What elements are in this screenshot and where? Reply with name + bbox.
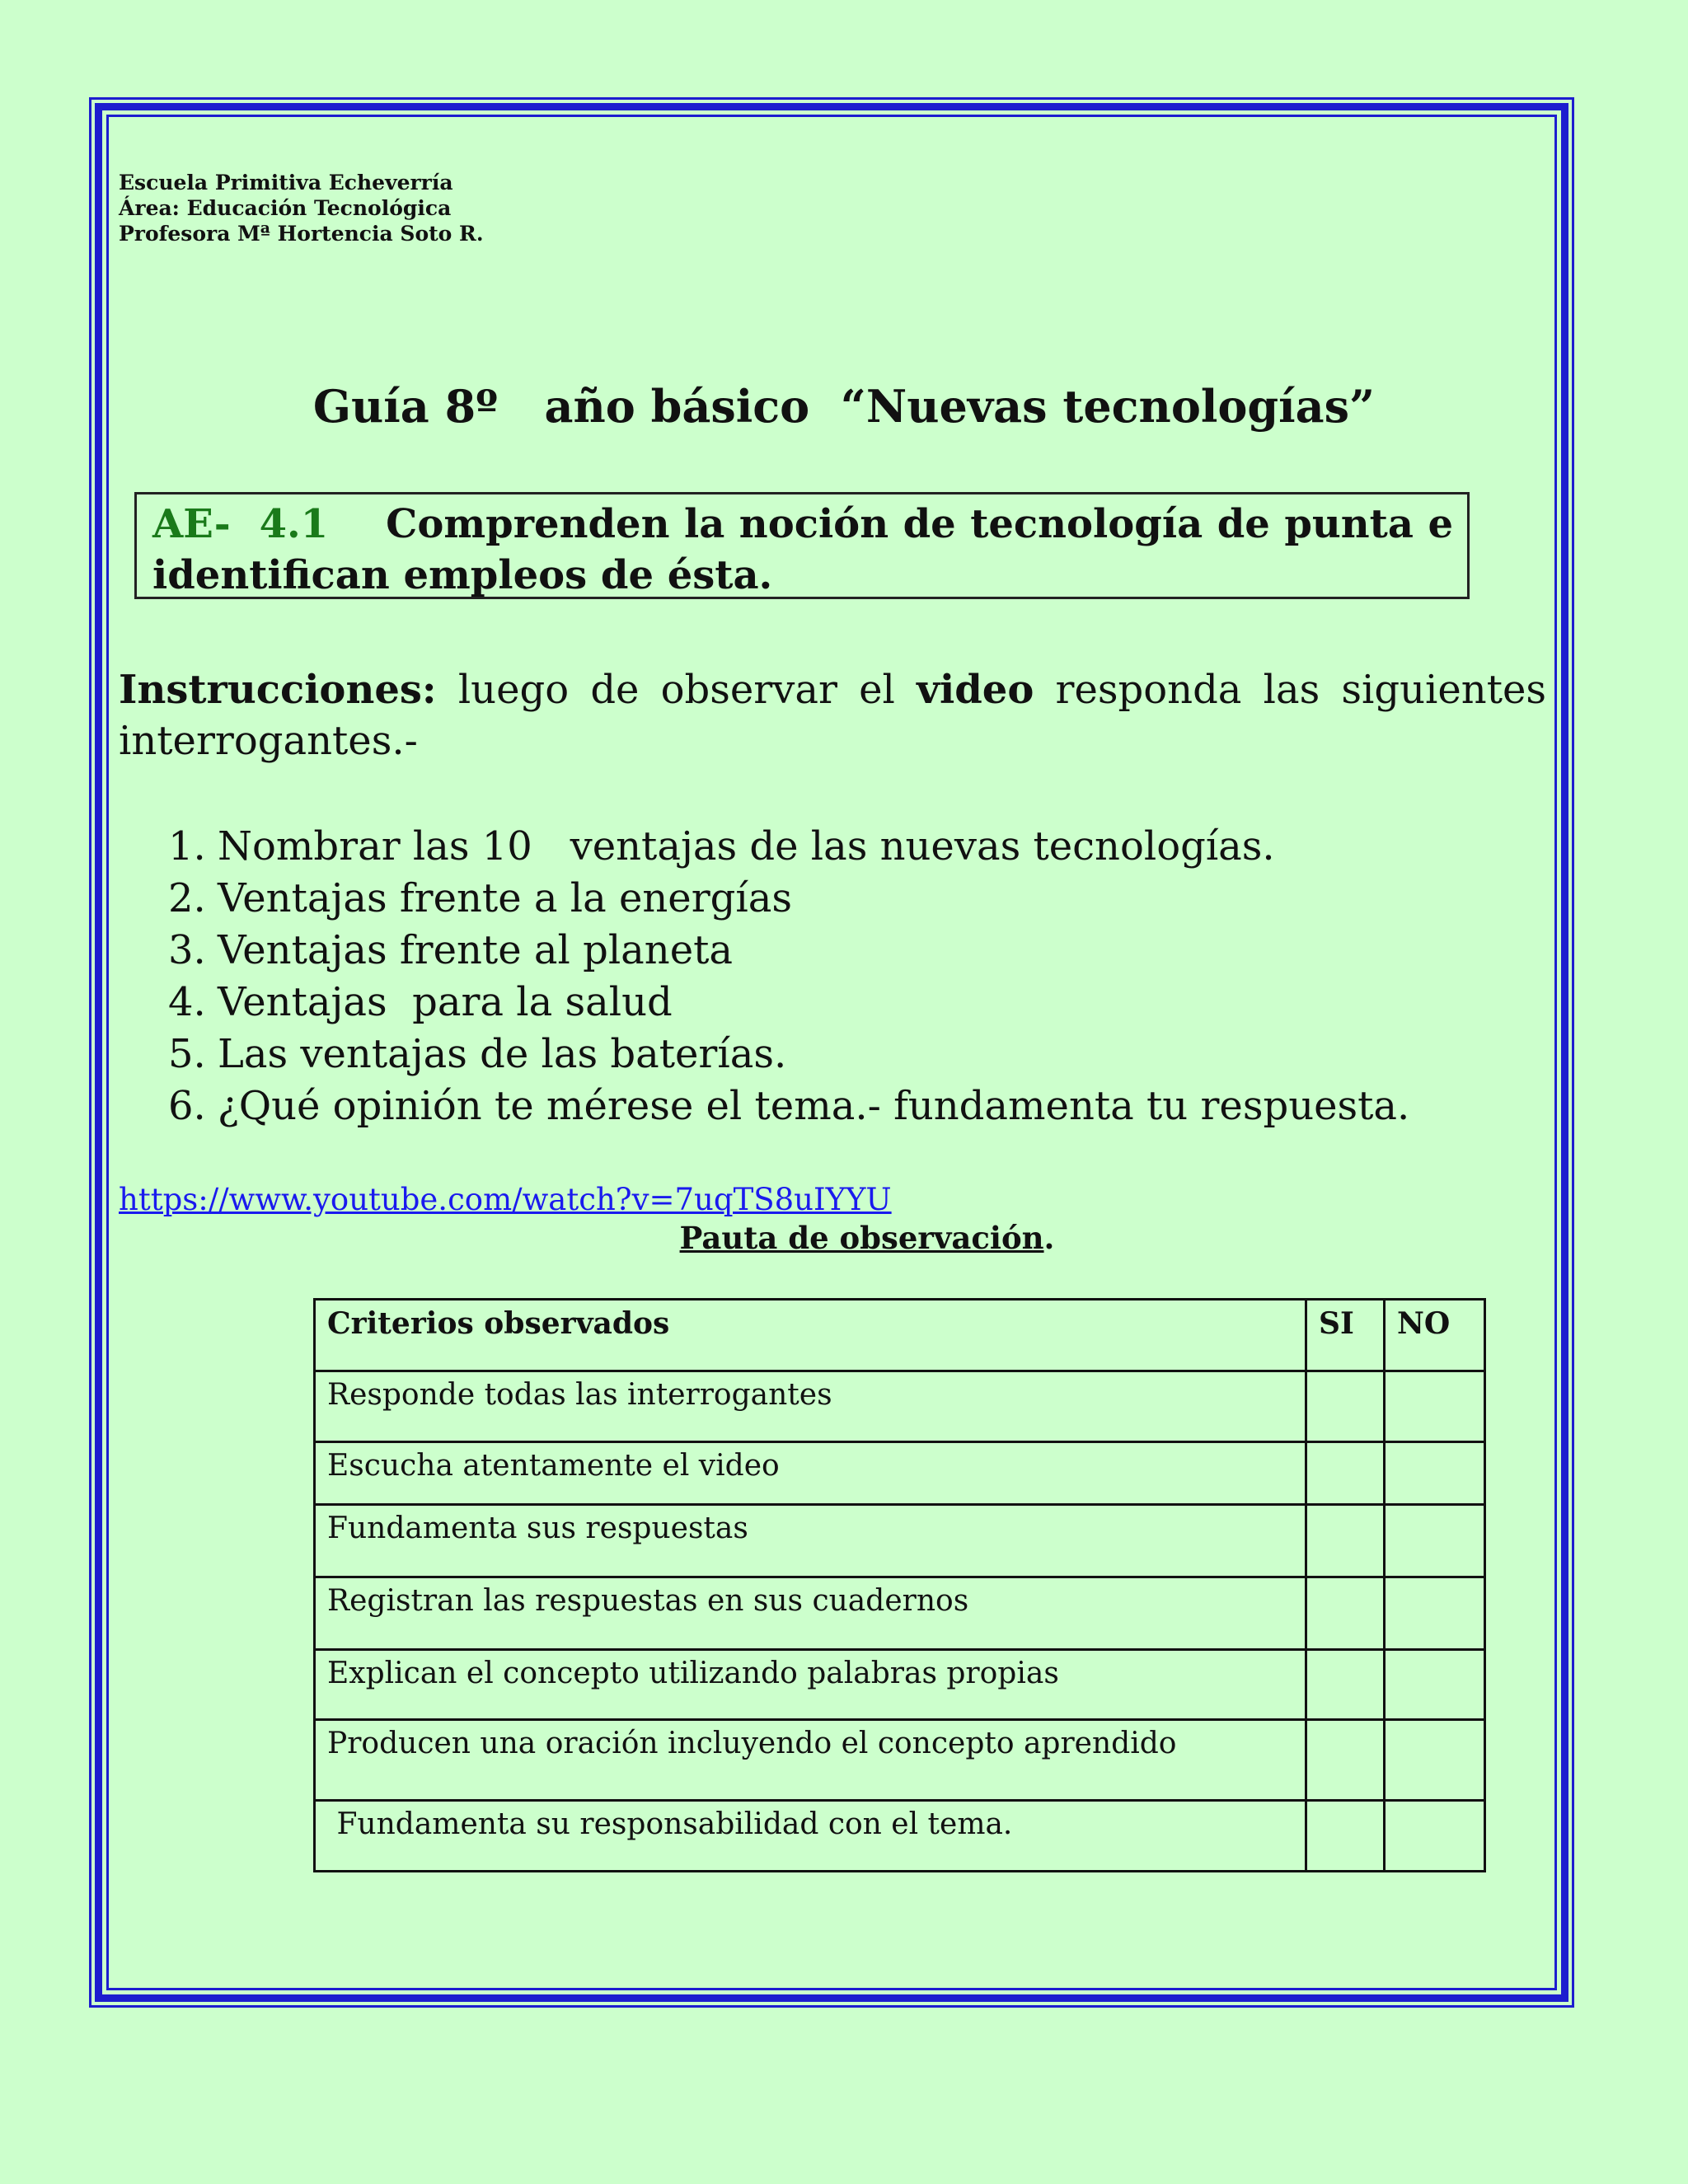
criteria-cell: Registran las respuestas en sus cuadernos [315, 1577, 1306, 1650]
question-number: 2. [168, 875, 206, 921]
si-cell[interactable] [1306, 1720, 1385, 1801]
criteria-cell: Fundamenta sus respuestas [315, 1505, 1306, 1577]
table-row [315, 1801, 1485, 1872]
instructions-bold-word: video [917, 667, 1034, 713]
no-cell[interactable] [1385, 1801, 1485, 1872]
si-cell[interactable] [1306, 1801, 1385, 1872]
criteria-cell: Escucha atentamente el video [315, 1442, 1306, 1505]
instructions-label: Instrucciones: [119, 667, 437, 713]
question-number: 4. [168, 979, 206, 1025]
question-number: 6. [168, 1083, 206, 1129]
table-row [315, 1577, 1485, 1650]
question-text: Nombrar las 10 ventajas de las nuevas tecnologías. [218, 823, 1275, 869]
no-cell[interactable] [1385, 1720, 1485, 1801]
table-row [315, 1720, 1485, 1801]
si-cell[interactable] [1306, 1577, 1385, 1650]
observation-guide-title-text: Pauta de observación [679, 1220, 1044, 1256]
question-item [157, 1080, 1409, 1132]
table-row [315, 1505, 1485, 1577]
instructions-text-after: responda las siguientes interrogantes.- [119, 667, 1547, 764]
question-text: Ventajas frente a la energías [218, 875, 792, 921]
learning-objective-box [134, 492, 1470, 599]
question-number: 1. [168, 823, 206, 869]
question-item [157, 977, 1409, 1029]
criteria-cell: Responde todas las interrogantes [315, 1371, 1306, 1442]
question-item [157, 1029, 1409, 1080]
teacher-name: Profesora Mª Hortencia Soto R. [119, 222, 484, 246]
question-item [157, 821, 1409, 873]
table-row [315, 1371, 1485, 1442]
objective-text: Comprenden la noción de tecnología de punta e identifican empleos de ésta. [152, 501, 1453, 598]
question-number: 3. [168, 927, 206, 973]
instructions [119, 664, 1546, 766]
page-title: Guía 8º año básico “Nuevas tecnologías” [312, 380, 1376, 433]
column-header-si: SI [1306, 1300, 1385, 1371]
question-text: Las ventajas de las baterías. [218, 1031, 787, 1077]
school-name: Escuela Primitiva Echeverría [119, 171, 453, 194]
observation-guide-title-suffix: . [1043, 1220, 1055, 1256]
table-row [315, 1442, 1485, 1505]
no-cell[interactable] [1385, 1650, 1485, 1720]
document-header [119, 170, 484, 246]
question-item [157, 925, 1409, 977]
observation-guide-title [0, 1218, 1688, 1258]
no-cell[interactable] [1385, 1371, 1485, 1442]
video-link[interactable]: https://www.youtube.com/watch?v=7uqTS8uIYYU [119, 1182, 892, 1217]
criteria-cell: Explican el concepto utilizando palabras propias [315, 1650, 1306, 1720]
table-header-row [315, 1300, 1485, 1371]
observation-table [313, 1298, 1486, 1872]
question-text: ¿Qué opinión te mérese el tema.- fundamenta tu respuesta. [218, 1083, 1410, 1129]
si-cell[interactable] [1306, 1371, 1385, 1442]
criteria-cell: Fundamenta su responsabilidad con el tema. [315, 1801, 1306, 1872]
no-cell[interactable] [1385, 1505, 1485, 1577]
table-row [315, 1650, 1485, 1720]
criteria-cell: Producen una oración incluyendo el concepto aprendido [315, 1720, 1306, 1801]
no-cell[interactable] [1385, 1577, 1485, 1650]
instructions-text-before: luego de observar el [457, 667, 895, 713]
question-number: 5. [168, 1031, 206, 1077]
question-text: Ventajas para la salud [218, 979, 673, 1025]
question-text: Ventajas frente al planeta [218, 927, 734, 973]
no-cell[interactable] [1385, 1442, 1485, 1505]
si-cell[interactable] [1306, 1650, 1385, 1720]
subject-area: Área: Educación Tecnológica [119, 196, 452, 220]
column-header-criteria: Criterios observados [315, 1300, 1306, 1371]
si-cell[interactable] [1306, 1442, 1385, 1505]
question-list [157, 821, 1409, 1132]
column-header-no: NO [1385, 1300, 1485, 1371]
question-item [157, 873, 1409, 925]
objective-code: AE- 4.1 [152, 501, 329, 547]
si-cell[interactable] [1306, 1505, 1385, 1577]
